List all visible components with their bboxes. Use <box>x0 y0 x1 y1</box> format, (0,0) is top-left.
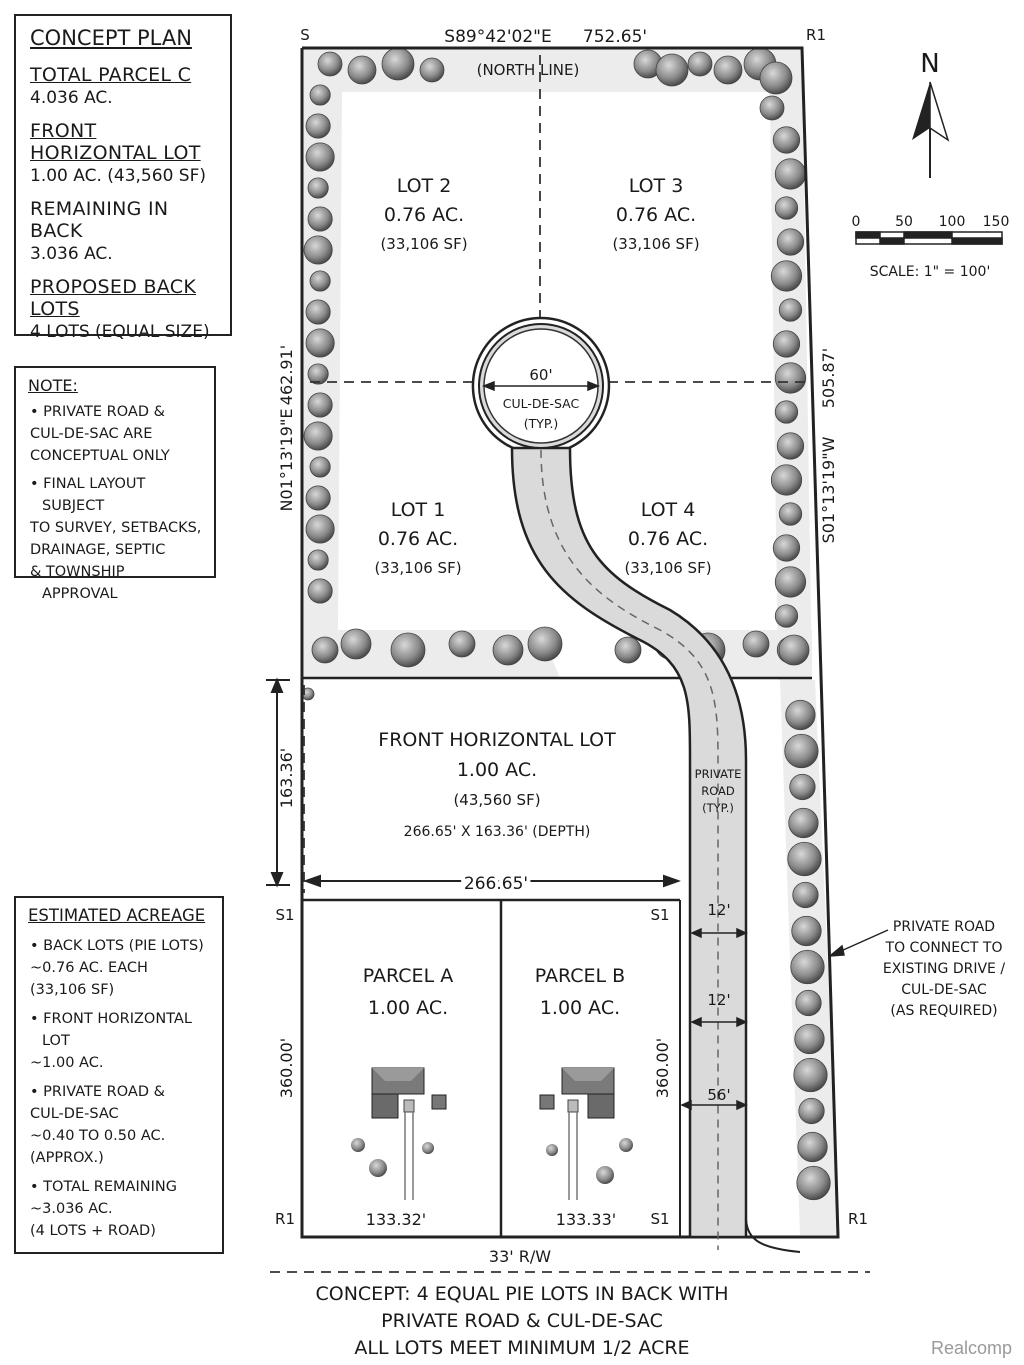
svg-text:LOT 4: LOT 4 <box>640 499 696 521</box>
estimated-acreage-title: ESTIMATED ACREAGE <box>28 906 206 925</box>
svg-text:1.00 AC.: 1.00 AC. <box>539 997 621 1019</box>
svg-text:(33,106 SF): (33,106 SF) <box>612 235 700 253</box>
north-line-label: (NORTH LINE) <box>476 61 580 79</box>
tree-icon <box>779 635 809 665</box>
svg-text:(33,106 SF): (33,106 SF) <box>380 235 468 253</box>
note-box <box>14 366 216 602</box>
tree-icon <box>791 950 824 983</box>
tree-icon <box>714 56 742 84</box>
tree-icon <box>760 62 792 94</box>
tree-icon <box>760 96 784 120</box>
svg-text:ALL LOTS MEET MINIMUM 1/2 ACRE: ALL LOTS MEET MINIMUM 1/2 ACRE <box>354 1337 690 1359</box>
note-item: • PRIVATE ROAD & CUL-DE-SAC ARE CONCEPTUAL ONLY <box>30 404 170 464</box>
tree-icon <box>308 178 328 198</box>
svg-text:LOT 3: LOT 3 <box>628 175 684 197</box>
road-dim-3: 56' <box>707 1086 731 1104</box>
legend-label: PROPOSED BACK LOTS <box>30 276 197 320</box>
west-bearing: N01°13'19"E <box>277 408 296 512</box>
tree-icon <box>348 56 376 84</box>
note-item: • FINAL LAYOUT SUBJECT TO SURVEY, SETBACKS, DRAINAGE, SEPTIC & TOWNSHIP APPROVAL <box>30 476 202 602</box>
cul-de-sac-sub: (TYP.) <box>523 416 559 431</box>
house-parcel-b <box>540 1068 633 1200</box>
tree-icon <box>688 52 712 76</box>
tree-icon <box>304 236 332 264</box>
legend-value: 1.00 AC. (43,560 SF) <box>30 166 206 186</box>
svg-text:0.76 AC.: 0.76 AC. <box>627 528 709 550</box>
front-lot-label <box>378 729 616 840</box>
svg-text:133.32': 133.32' <box>365 1210 427 1229</box>
svg-text:CUL-DE-SAC: CUL-DE-SAC <box>901 982 987 998</box>
svg-text:266.65' X 163.36' (DEPTH): 266.65' X 163.36' (DEPTH) <box>403 824 591 840</box>
tree-icon <box>743 631 769 657</box>
tree-icon <box>793 882 818 907</box>
cul-de-sac-diameter: 60' <box>529 366 553 384</box>
tree-icon <box>306 329 334 357</box>
tree-icon <box>777 229 803 255</box>
right-of-way-label: 33' R/W <box>488 1247 552 1266</box>
north-label: N <box>920 49 940 79</box>
scale-tick: 0 <box>851 214 861 230</box>
tree-icon <box>775 401 797 423</box>
north-bearing: S89°42'02"E <box>444 27 552 47</box>
svg-text:1.00 AC.: 1.00 AC. <box>456 759 538 781</box>
tree-icon <box>449 631 475 657</box>
tree-icon <box>775 567 805 597</box>
house-parcel-a <box>351 1068 446 1200</box>
svg-text:133.33': 133.33' <box>555 1210 617 1229</box>
lot-4-label <box>624 499 711 577</box>
front-lot-dimensions <box>266 680 678 886</box>
cul-de-sac-label: CUL-DE-SAC <box>502 396 580 411</box>
scale-bar <box>856 232 1002 244</box>
tree-icon <box>308 364 328 384</box>
legend-label: TOTAL PARCEL C <box>30 64 192 86</box>
tree-icon <box>310 271 330 291</box>
tree-icon <box>779 299 801 321</box>
tree-icon <box>775 159 805 189</box>
corner-label-ne: R1 <box>806 26 826 44</box>
svg-text:(33,106 SF): (33,106 SF) <box>374 559 462 577</box>
tree-icon <box>799 1098 824 1123</box>
lot-2-label <box>380 175 467 253</box>
svg-text:(TYP.): (TYP.) <box>702 801 734 815</box>
tree-icon <box>792 916 821 945</box>
corner-label-s1-bottom: S1 <box>650 1210 670 1228</box>
trees-group <box>302 48 830 1200</box>
svg-text:(43,560 SF): (43,560 SF) <box>453 791 541 809</box>
tree-icon <box>771 261 801 291</box>
lot-1-label <box>374 499 461 577</box>
tree-icon <box>391 633 425 667</box>
tree-icon <box>310 457 330 477</box>
scale-tick: 50 <box>895 214 913 230</box>
tree-icon <box>775 197 797 219</box>
svg-text:PRIVATE ROAD: PRIVATE ROAD <box>892 919 996 935</box>
svg-text:0.76 AC.: 0.76 AC. <box>383 204 465 226</box>
legend-label: FRONT HORIZONTAL LOT <box>30 120 201 164</box>
corner-label-r1-left: R1 <box>275 1210 295 1228</box>
tree-icon <box>797 1166 830 1199</box>
tree-icon <box>771 465 801 495</box>
callout-leader <box>830 930 888 956</box>
parcel-depth-right: 360.00' <box>653 1037 672 1099</box>
tree-icon <box>306 515 334 543</box>
svg-text:PARCEL B: PARCEL B <box>534 965 626 987</box>
acreage-item: • PRIVATE ROAD & CUL-DE-SAC ~0.40 TO 0.50 AC. (APPROX.) <box>30 1084 166 1166</box>
tree-icon <box>775 363 805 393</box>
private-road <box>473 318 800 1252</box>
svg-text:CONCEPT: 4 EQUAL PIE LOTS IN: CONCEPT: 4 EQUAL PIE LOTS IN BACK WITH <box>315 1283 729 1305</box>
east-distance: 505.87' <box>819 347 838 409</box>
corner-label-nw: S <box>300 26 310 44</box>
front-lot-depth: 163.36' <box>277 747 296 809</box>
west-distance: 462.91' <box>277 344 296 406</box>
road-callout-text <box>883 919 1005 1019</box>
note-title: NOTE: <box>28 376 78 395</box>
tree-icon <box>777 433 803 459</box>
svg-text:LOT 1: LOT 1 <box>390 499 446 521</box>
tree-icon <box>615 637 641 663</box>
tree-icon <box>341 629 371 659</box>
acreage-item: • FRONT HORIZONTAL LOT ~1.00 AC. <box>30 1011 192 1071</box>
svg-text:ROAD: ROAD <box>701 784 735 798</box>
tree-icon <box>382 48 414 80</box>
tree-icon <box>528 627 562 661</box>
svg-text:PARCEL A: PARCEL A <box>362 965 454 987</box>
corner-label-s1-mid: S1 <box>650 906 670 924</box>
corner-label-r1-right: R1 <box>848 1210 868 1228</box>
svg-text:LOT 2: LOT 2 <box>396 175 452 197</box>
tree-icon <box>308 207 332 231</box>
tree-icon <box>796 990 821 1015</box>
acreage-item: • BACK LOTS (PIE LOTS) ~0.76 AC. EACH (33,106 SF) <box>30 938 204 998</box>
svg-text:FRONT HORIZONTAL LOT: FRONT HORIZONTAL LOT <box>378 729 616 751</box>
tree-icon <box>306 114 330 138</box>
acreage-item: • TOTAL REMAINING ~3.036 AC. (4 LOTS + ROAD) <box>30 1179 177 1239</box>
tree-icon <box>790 774 815 799</box>
tree-icon <box>773 127 799 153</box>
tree-icon <box>779 503 801 525</box>
tree-icon <box>312 637 338 663</box>
tree-icon <box>789 808 818 837</box>
parcel-depth-left: 360.00' <box>277 1037 296 1099</box>
road-dim-2: 12' <box>707 991 731 1009</box>
svg-text:0.76 AC.: 0.76 AC. <box>615 204 697 226</box>
tree-icon <box>304 422 332 450</box>
svg-text:1.00 AC.: 1.00 AC. <box>367 997 449 1019</box>
scale-label: SCALE: 1" = 100' <box>869 264 991 280</box>
tree-icon <box>773 331 799 357</box>
road-dim-1: 12' <box>707 901 731 919</box>
svg-text:PRIVATE: PRIVATE <box>694 767 742 781</box>
corner-label-s1-left: S1 <box>275 906 295 924</box>
tree-icon <box>795 1024 824 1053</box>
legend-value: 3.036 AC. <box>30 244 113 264</box>
tree-icon <box>773 535 799 561</box>
tree-icon <box>786 700 815 729</box>
svg-text:(AS REQUIRED): (AS REQUIRED) <box>890 1003 998 1019</box>
tree-icon <box>794 1058 827 1091</box>
tree-icon <box>775 605 797 627</box>
legend-value: 4.036 AC. <box>30 88 113 108</box>
north-distance: 752.65' <box>582 27 648 47</box>
tree-icon <box>306 300 330 324</box>
scale-tick: 150 <box>982 214 1010 230</box>
scale-tick: 100 <box>938 214 966 230</box>
tree-icon <box>308 393 332 417</box>
tree-icon <box>310 85 330 105</box>
east-bearing: S01°13'19"W <box>819 436 838 544</box>
tree-icon <box>785 734 818 767</box>
tree-icon <box>493 635 523 665</box>
realcomp-watermark: Realcomp <box>930 1338 1012 1358</box>
concept-plan-box <box>14 14 232 342</box>
front-lot-width: 266.65' <box>463 874 529 894</box>
tree-icon <box>306 486 330 510</box>
svg-text:PRIVATE ROAD & CUL-DE-SAC: PRIVATE ROAD & CUL-DE-SAC <box>381 1310 663 1332</box>
legend-value: 4 LOTS (EQUAL SIZE) <box>30 322 210 342</box>
north-arrow-icon <box>912 82 948 178</box>
tree-icon <box>420 58 444 82</box>
legend-label: REMAINING IN BACK <box>30 198 169 242</box>
svg-text:TO CONNECT TO: TO CONNECT TO <box>885 940 1003 956</box>
svg-text:(33,106 SF): (33,106 SF) <box>624 559 712 577</box>
tree-icon <box>306 143 334 171</box>
tree-icon <box>318 52 342 76</box>
tree-icon <box>308 550 328 570</box>
tree-icon <box>798 1132 827 1161</box>
footer-concept <box>315 1283 728 1359</box>
tree-icon <box>308 579 332 603</box>
estimated-acreage-box <box>14 896 224 1254</box>
svg-text:EXISTING DRIVE /: EXISTING DRIVE / <box>882 961 1006 977</box>
tree-icon <box>788 842 821 875</box>
lot-3-label <box>612 175 699 253</box>
svg-text:0.76 AC.: 0.76 AC. <box>377 528 459 550</box>
tree-icon <box>656 54 688 86</box>
concept-plan-title: CONCEPT PLAN <box>30 26 192 50</box>
